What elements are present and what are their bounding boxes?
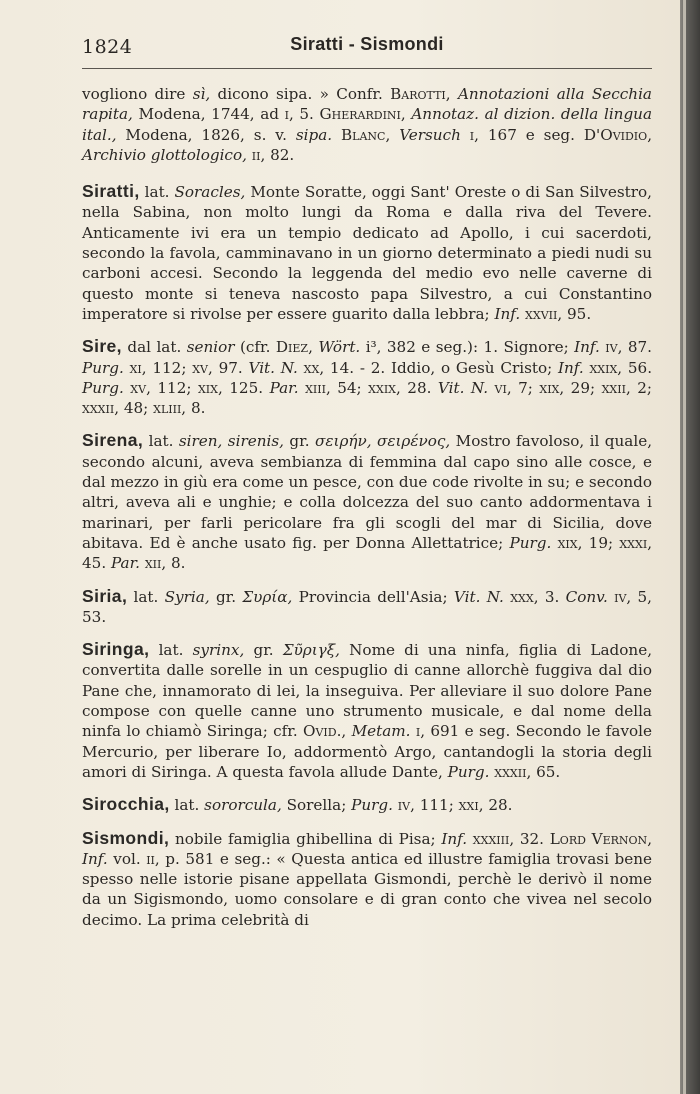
entry-text: , 112;	[146, 378, 198, 397]
entry-headword: Siratti,	[82, 181, 140, 202]
italic-text: Purg.	[82, 378, 124, 397]
entry-text: , 8.	[161, 554, 186, 573]
entry-text: , 95.	[557, 304, 592, 323]
entry-text: , p. 581 e seg.: « Questa antica ed illustre famiglia trovasi bene spesso nelle istorie pisane appellata Gismondi, perchè le derivò il nome da un Sigismondo, uomo consolare e di gran conto che vivea nel secolo decimo. La prima celebrità di	[82, 849, 652, 929]
entry-text: , 14. - 2. Iddio, o Gesù Cristo;	[319, 358, 558, 377]
italic-text: Versuch	[399, 125, 461, 144]
entry-headword: Sismondi,	[82, 827, 170, 848]
entry-text: Mostro favoloso, il quale, secondo alcuni, aveva sembianza di femmina dal capo sino alle cosce, e dal mezzo in giù era come un pesce, con due code rivolte in su; e secondo altri, aveva ali e unghie; e colla dolcezza del suo canto addormentava i marinari, per farli pericolare fra gli scogli del mar di Sicilia, dove abitava. Ed è anche usato fig. per Donna Allettatrice;	[82, 432, 653, 552]
entry-text: Provincia dell'Asia;	[292, 587, 454, 606]
entry-text: , 29;	[559, 378, 602, 397]
italic-text: Inf.	[494, 304, 521, 323]
entry-text: Modena, 1826, s. v.	[116, 125, 296, 144]
entry-text: , 8.	[181, 399, 206, 418]
entry-text: ,	[647, 125, 653, 144]
entry-text: ,	[400, 105, 412, 124]
entry-sire	[82, 336, 652, 418]
small-caps-text: i	[284, 105, 289, 124]
entry-text: , 28.	[396, 378, 438, 397]
italic-text: Wört.	[318, 338, 361, 357]
small-caps-text: vi	[494, 378, 507, 397]
entry-text: , 7;	[506, 378, 540, 397]
entry-text: , 2;	[625, 378, 653, 397]
entry-text: gr.	[209, 587, 243, 606]
italic-text: Soracles,	[174, 183, 246, 202]
entry-text: , 65.	[526, 762, 561, 781]
small-caps-text: xv	[192, 358, 208, 377]
small-caps-text: ii	[146, 849, 155, 868]
small-caps-text: xv	[130, 378, 147, 397]
italic-text: sipa.	[295, 125, 333, 144]
page-edge-highlight	[683, 0, 686, 1094]
italic-text: Inf.	[441, 829, 468, 848]
entry-text: gr.	[283, 432, 315, 451]
entry-text: ,	[647, 829, 653, 848]
entry-text: ,	[308, 338, 319, 357]
entry-text: (cfr.	[234, 338, 276, 357]
entry-text: , 82.	[260, 145, 295, 164]
italic-text: Purg.	[509, 533, 552, 552]
small-caps-text: xxi	[458, 796, 479, 815]
small-caps-text: xxxi	[619, 533, 648, 552]
italic-text: sì,	[192, 85, 211, 103]
italic-text: Syria,	[164, 587, 210, 606]
entry-text: lat.	[139, 183, 175, 202]
entry-text: , 54;	[325, 378, 369, 397]
entry-text: ,	[385, 125, 400, 144]
entry-text: , 5.	[288, 105, 320, 124]
italic-text: syrinx,	[192, 641, 245, 660]
running-head: Siratti - Sismondi	[290, 34, 444, 54]
small-caps-text: xxxii	[494, 762, 527, 781]
entry-text: , 3.	[533, 587, 566, 606]
entry-text: , 691 e seg. Secondo le favole Mercurio, per liberare Io, addormentò Argo, cantandogli la storia degli amori di Siringa. A questa favola allude Dante,	[82, 722, 653, 781]
italic-text: Conv.	[565, 587, 608, 606]
entry-headword: Siringa,	[82, 639, 150, 660]
entry-headword: Sirena,	[82, 430, 144, 451]
small-caps-text: xliii	[153, 399, 182, 418]
entry-headword: Sirocchia,	[82, 794, 170, 815]
entry-text: dicono sipa. » Confr.	[210, 85, 391, 103]
small-caps-text: ii	[251, 145, 261, 164]
small-caps-text: xxxiii	[472, 829, 510, 848]
entry-text: ,	[445, 85, 458, 103]
entry-text: gr.	[244, 641, 283, 660]
entry-text: Monte Soratte, oggi Sant' Oreste o di San Silvestro, nella Sabina, non molto lungi da Roma e dalla riva del Tevere. Anticamente ivi era un tempio dedicato ad Apollo, i cui sacerdoti, secondo la favola, camminavano in un giorno determinato a piedi nudi su carboni accesi. Secondo la leggenda del medio evo nelle caverne di questo monte si teneva nascosto papa Silvestro, a cui Constantino imperatore si rivolse per essere guarito dalla lebbra;	[82, 183, 653, 323]
small-caps-text: xix	[539, 378, 560, 397]
italic-text: senior	[186, 338, 235, 357]
italic-text: Inf.	[557, 358, 584, 377]
header-rule	[82, 68, 652, 69]
page-header	[82, 34, 652, 62]
entry-headword: Siria,	[82, 585, 128, 606]
entry-headword: Sire,	[82, 336, 122, 357]
entry-text: , 97.	[208, 358, 249, 377]
small-caps-text: xxii	[601, 378, 626, 397]
entry-sirocchia	[82, 794, 652, 815]
entry-sismondi	[82, 828, 652, 930]
entry-text: i³, 382 e seg.): 1. Signore;	[360, 338, 575, 357]
italic-text: Annotaz. al dizion. della lingua ital.,	[82, 105, 653, 144]
dictionary-entries	[82, 84, 652, 942]
small-caps-text: iv	[614, 587, 627, 606]
entry-text: nobile famiglia ghibellina di Pisa;	[169, 829, 442, 848]
italic-text: σειρήν, σειρένος,	[314, 432, 451, 451]
small-caps-text: Barotti	[390, 85, 446, 103]
italic-text: Vit. N.	[248, 358, 298, 377]
page-number: 1824	[82, 36, 133, 58]
entry-text: lat.	[149, 641, 193, 660]
entry-text: lat.	[143, 432, 179, 451]
entry-text: , 111;	[410, 796, 459, 815]
small-caps-text: xii	[144, 554, 162, 573]
entry-text	[332, 126, 341, 144]
italic-text: Purg.	[351, 796, 393, 815]
entry-text: , 28.	[478, 796, 513, 815]
entry-siringa	[82, 639, 652, 782]
small-caps-text: Lord Vernon	[549, 829, 648, 848]
italic-text: Annotazioni alla Secchia rapita,	[82, 85, 652, 124]
small-caps-text: xi	[129, 358, 142, 377]
small-caps-text: Blanc	[341, 125, 386, 144]
italic-text: siren, sirenis,	[178, 432, 284, 451]
italic-text: sororcula,	[204, 796, 282, 815]
entry-text: dal lat.	[121, 338, 187, 357]
entry-text: vogliono dire	[82, 85, 193, 103]
small-caps-text: iv	[397, 796, 411, 815]
small-caps-text: Ovidio	[600, 125, 648, 144]
small-caps-text: xxxii	[82, 399, 115, 418]
entry-text: , 112;	[141, 358, 193, 377]
italic-text: Archivio glottologico,	[82, 145, 247, 164]
small-caps-text: Gherardini	[319, 105, 401, 124]
small-caps-text: xiii	[305, 378, 326, 397]
italic-text: Inf.	[574, 338, 600, 357]
entry-text: , 87.	[617, 338, 653, 357]
entry-text: vol.	[107, 849, 147, 868]
italic-text: Vit. N.	[453, 587, 504, 606]
entry-text: lat.	[127, 587, 165, 606]
small-caps-text: xxix	[368, 378, 396, 397]
italic-text: Συρία,	[242, 587, 293, 606]
entry-sirena	[82, 430, 652, 573]
entry-text: , 48;	[114, 399, 154, 418]
small-caps-text: Ovid.	[303, 722, 342, 741]
entry-text: , 5, 53.	[82, 587, 653, 626]
entry-text: , 56.	[617, 358, 653, 377]
italic-text: Par.	[110, 554, 140, 573]
small-caps-text: xx	[303, 358, 320, 377]
entry-text: ,	[341, 722, 352, 741]
entry-text: , 32.	[509, 829, 550, 848]
entry-text: , 45.	[82, 533, 653, 573]
entry-text: , 125.	[217, 378, 270, 397]
entry-text: Nome di una ninfa, figlia di Ladone, convertita dalle sorelle in un cespuglio di canne allorchè fuggiva dal dio Pane che, innamorato di lei, la inseguiva. Per alleviare il suo dolore Pane compose con quelle canne uno strumento musicale, e dal nome della ninfa lo chiamò Siringa; cfr.	[82, 641, 653, 741]
entry-text: lat.	[169, 796, 205, 815]
italic-text: Par.	[269, 378, 299, 397]
entry-text: , 19;	[577, 533, 620, 552]
italic-text: Purg.	[82, 358, 124, 377]
italic-text: Inf.	[82, 849, 108, 868]
small-caps-text: Diez	[275, 338, 309, 357]
italic-text: Σῦριγξ,	[282, 641, 340, 660]
small-caps-text: i	[415, 722, 421, 741]
small-caps-text: xix	[557, 533, 578, 552]
italic-text: Metam.	[351, 722, 411, 741]
small-caps-text: xxx	[510, 587, 534, 606]
small-caps-text: i	[469, 125, 475, 144]
entry-text	[461, 126, 470, 144]
entry-continuation	[82, 84, 652, 165]
page-edge-shadow	[680, 0, 700, 1094]
small-caps-text: xix	[197, 378, 218, 397]
entry-text: , 167 e seg. D'	[474, 125, 601, 144]
small-caps-text: iv	[605, 338, 618, 357]
entry-siratti	[82, 181, 652, 324]
italic-text: Vit. N.	[437, 378, 489, 397]
small-caps-text: xxvii	[525, 304, 558, 323]
small-caps-text: xxix	[589, 358, 618, 377]
entry-siria	[82, 586, 652, 628]
entry-text: Sorella;	[281, 796, 352, 815]
italic-text: Purg.	[447, 762, 490, 781]
entry-text: Modena, 1744, ad	[132, 105, 285, 124]
